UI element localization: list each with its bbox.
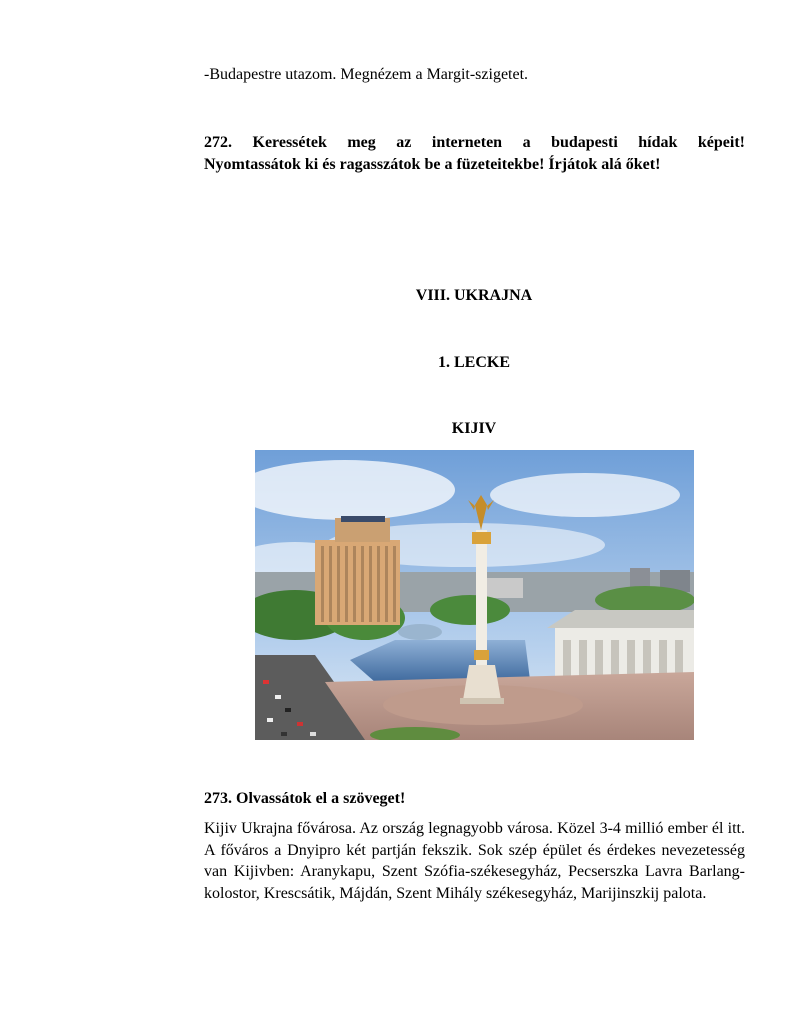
task-272-line-2: Nyomtassátok ki és ragasszátok be a füzeteitekbe! Írjátok alá őket! [204,156,661,173]
task-273-paragraph: Kijiv Ukrajna fővárosa. Az ország legnagyobb városa. Közel 3-4 millió ember él itt. A főváros a Dnyipro két partján fekszik. Sok szép épület és érdekes nevezetesség van Kijivben: Aranykapu, Szent Szófia-székesegyház, Pecserszka Lavra Barlang-kolostor, Krescsátik, Májdán, Szent Mihály székesegyház, Marijinszkij palota. [204,820,745,902]
kyiv-photo [255,450,694,740]
intro-sentence: -Budapestre utazom. Megnézem a Margit-szigetet. [204,66,529,83]
task-273-heading: 273. Olvassátok el a szöveget! [204,790,406,807]
topic-title: KIJIV [451,420,497,437]
chapter-title: VIII. UKRAJNA [415,287,533,304]
lesson-title: 1. LECKE [437,354,510,371]
task-272-line-1: 272. Keressétek meg az interneten a budapesti hídak képeit! [204,134,745,151]
